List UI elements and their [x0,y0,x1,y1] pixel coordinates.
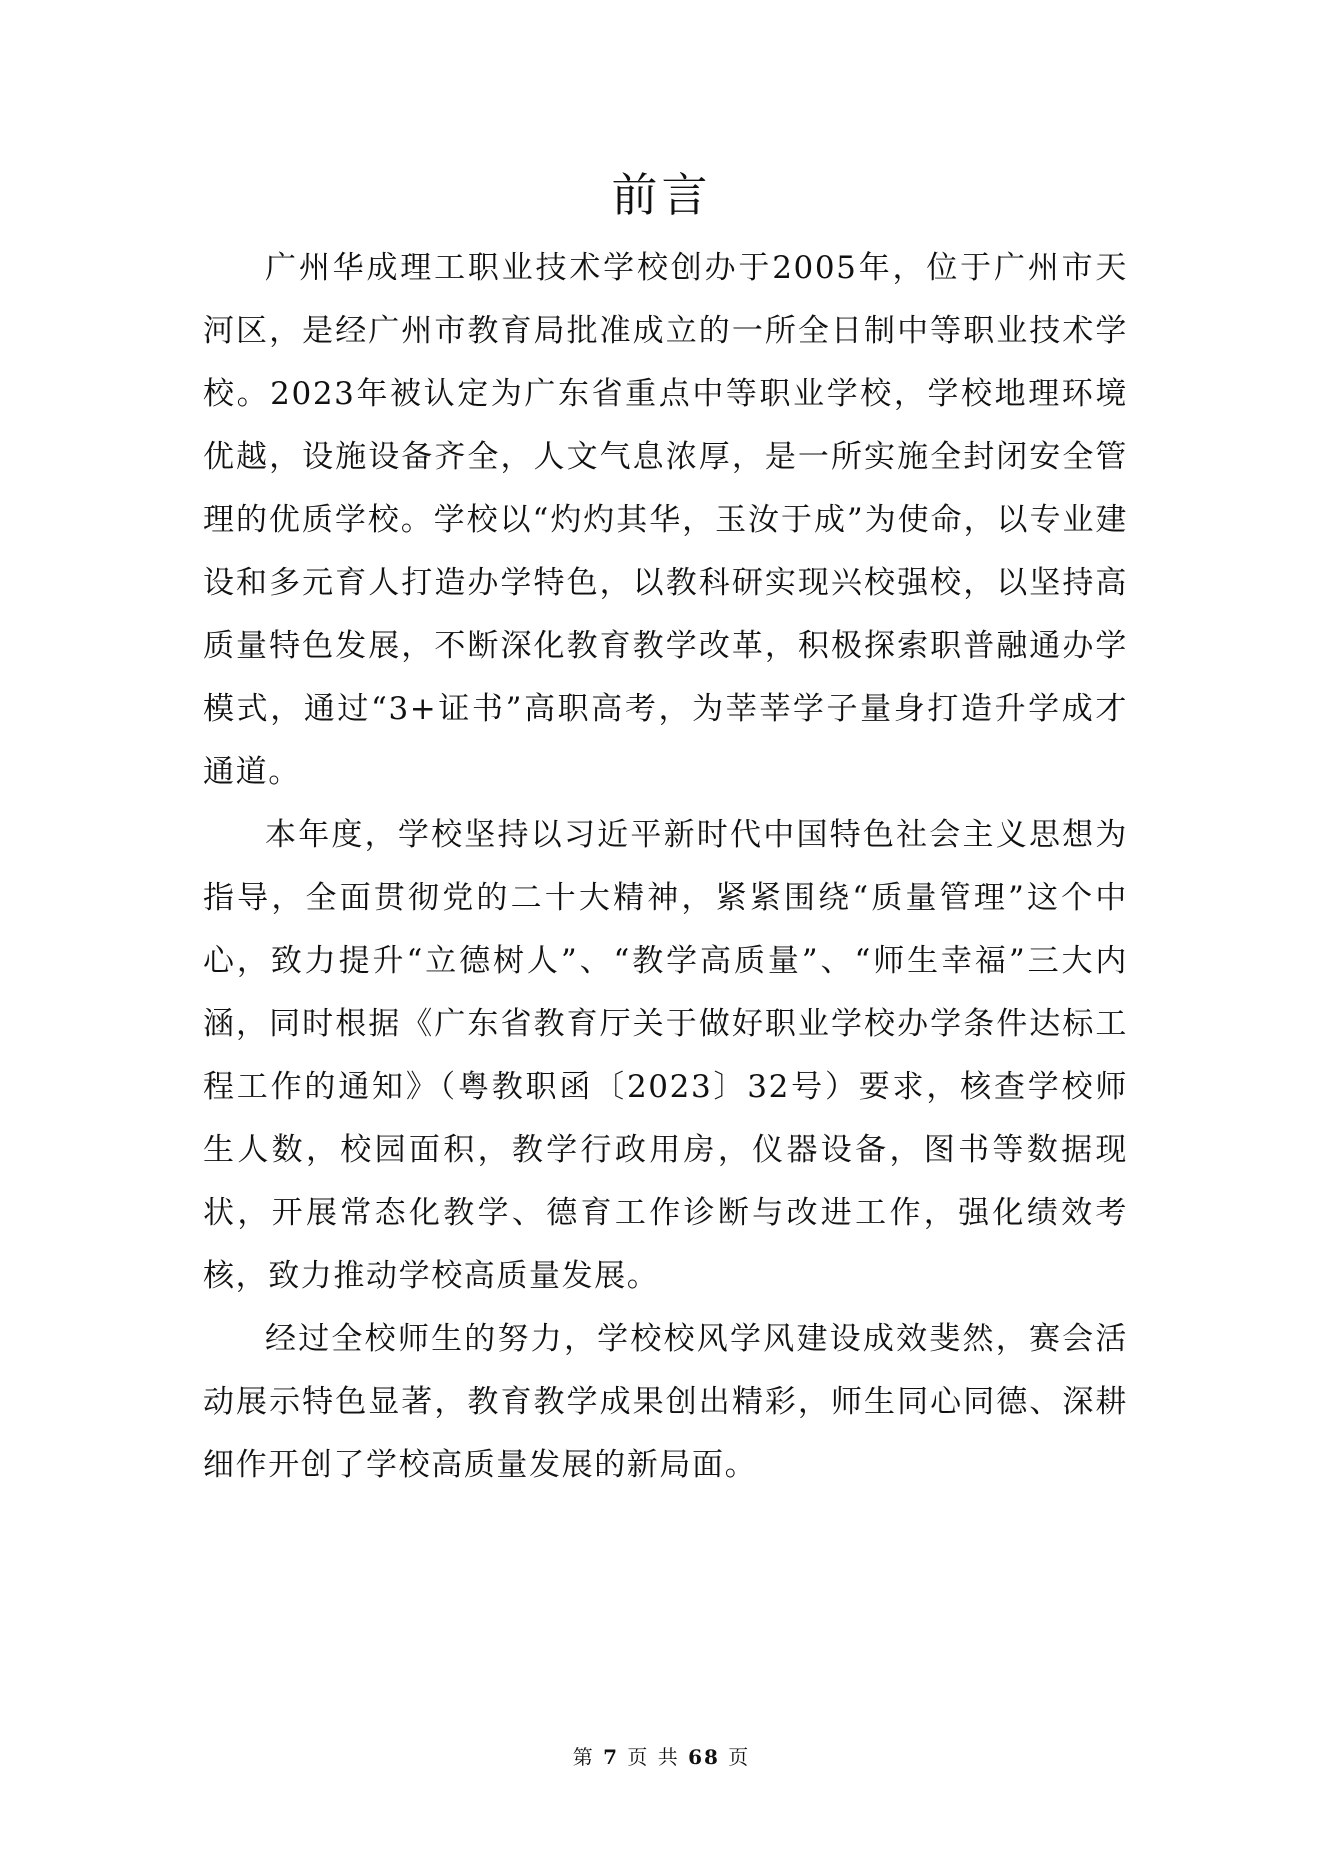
page-title: 前言 [611,168,712,222]
footer-prefix: 第 [572,1745,595,1769]
footer-suffix: 页 [728,1745,751,1769]
paragraph-results: 经过全校师生的努力，学校校风学风建设成效斐然，赛会活动展示特色显著，教育教学成果创出精彩，师生同心同德、深耕细作开创了学校高质量发展的新局面。 [203,1321,1128,1483]
page-footer [0,1742,1323,1772]
paragraph-annual-work: 本年度，学校坚持以习近平新时代中国特色社会主义思想为指导，全面贯彻党的二十大精神，紧紧围绕“质量管理”这个中心，致力提升“立德树人”、“教学高质量”、“师生幸福”三大内涵，同时根据《广东省教育厅关于做好职业学校办学条件达标工程工作的通知》（粤教职函〔2023〕32号）要求，核查学校师生人数，校园面积，教学行政用房，仪器设备，图书等数据现状，开展常态化教学、德育工作诊断与改进工作，强化绩效考核，致力推动学校高质量发展。 [203,817,1128,1294]
footer-total-pages: 68 [688,1745,720,1769]
paragraph-intro: 广州华成理工职业技术学校创办于2005年，位于广州市天河区，是经广州市教育局批准成立的一所全日制中等职业技术学校。2023年被认定为广东省重点中等职业学校，学校地理环境优越，设施设备齐全，人文气息浓厚，是一所实施全封闭安全管理的优质学校。学校以“灼灼其华，玉汝于成”为使命，以专业建设和多元育人打造办学特色，以教科研实现兴校强校，以坚持高质量特色发展，不断深化教育教学改革，积极探索职普融通办学模式，通过“3+证书”高职高考，为莘莘学子量身打造升学成才通道。 [203,250,1128,790]
footer-middle: 页 共 [627,1745,680,1769]
body-text [203,237,1128,1497]
footer-current-page: 7 [603,1745,619,1769]
